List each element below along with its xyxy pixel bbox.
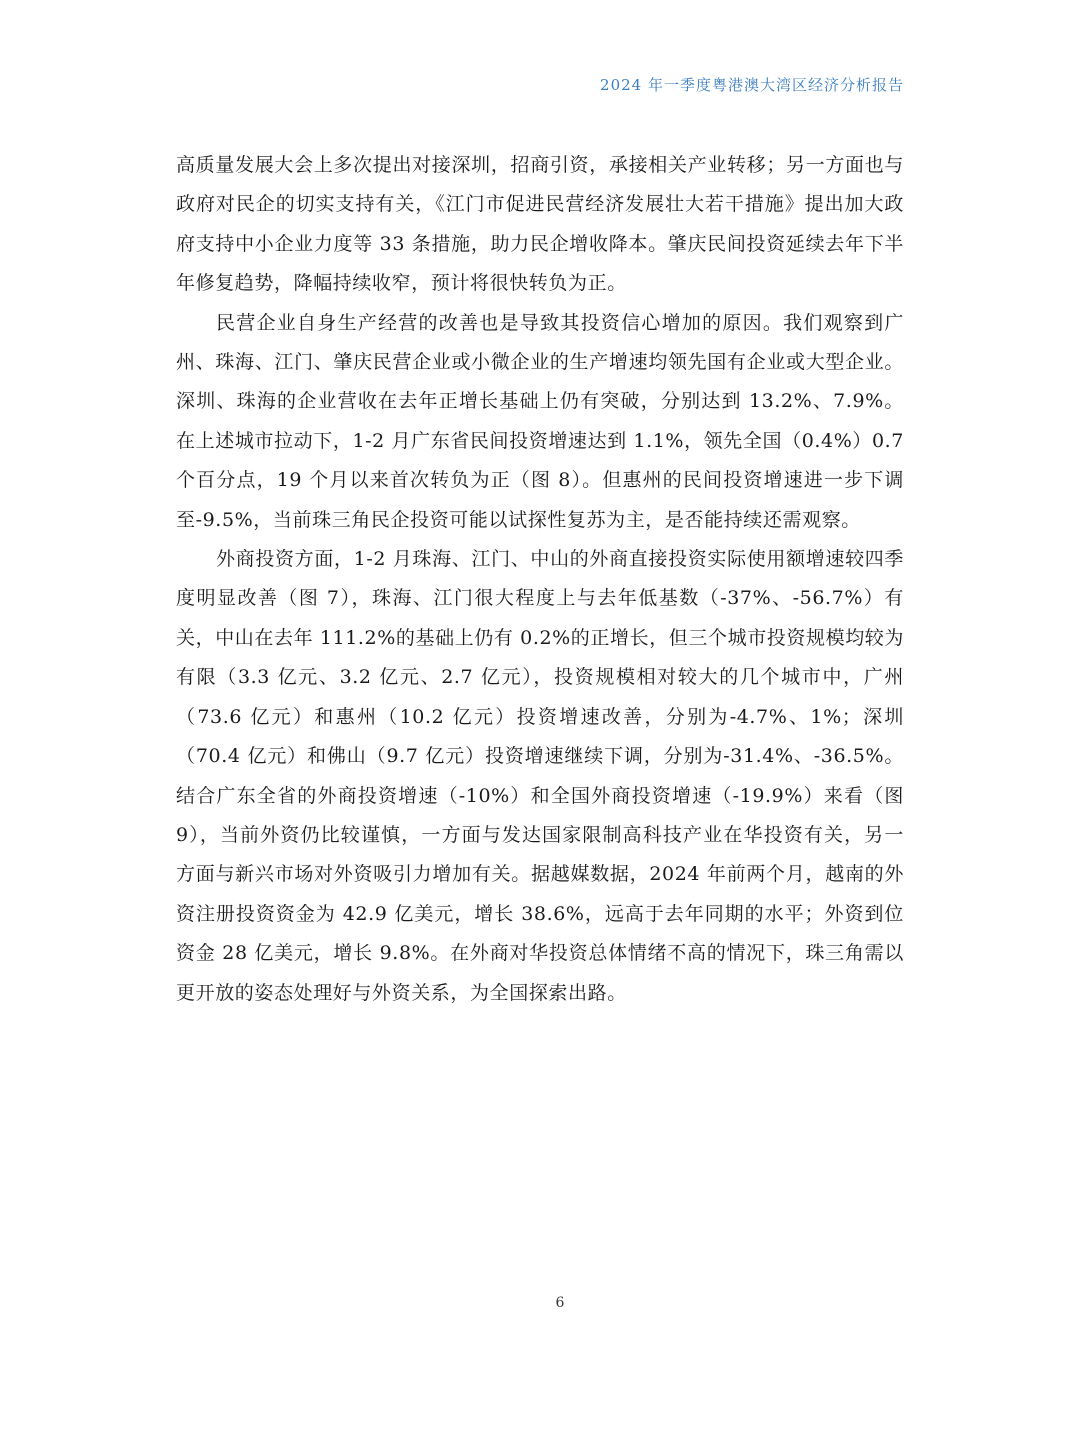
- paragraph-private-enterprise: 民营企业自身生产经营的改善也是导致其投资信心增加的原因。我们观察到广州、珠海、江门、肇庆民营企业或小微企业的生产增速均领先国有企业或大型企业。深圳、珠海的企业营收在去年正增长基础上仍有突破，分别达到 13.2%、7.9%。在上述城市拉动下，1-2 月广东省民间投资增速达到 1.1%，领先全国（0.4%）0.7 个百分点，19 个月以来首次转负为正（图 8）。但惠州的民间投资增速进一步下调至-9.5%，当前珠三角民企投资可能以试探性复苏为主，是否能持续还需观察。: [176, 311, 904, 531]
- page-number: 6: [555, 1295, 565, 1311]
- header-divider: [176, 108, 904, 109]
- paragraph-continuation: 高质量发展大会上多次提出对接深圳，招商引资，承接相关产业转移；另一方面也与政府对民企的切实支持有关，《江门市促进民营经济发展壮大若干措施》提出加大政府支持中小企业力度等 33 条措施，助力民企增收降本。肇庆民间投资延续去年下半年修复趋势，降幅持续收窄，预计将很快转负为正。: [176, 154, 904, 295]
- paragraph-foreign-investment: 外商投资方面，1-2 月珠海、江门、中山的外商直接投资实际使用额增速较四季度明显改善（图 7），珠海、江门很大程度上与去年低基数（-37%、-56.7%）有关，中山在去年 111.2%的基础上仍有 0.2%的正增长，但三个城市投资规模均较为有限（3.3 亿元、3.2 亿元、2.7 亿元），投资规模相对较大的几个城市中，广州（73.6 亿元）和惠州（10.2 亿元）投资增速改善，分别为-4.7%、1%；深圳（70.4 亿元）和佛山（9.7 亿元）投资增速继续下调，分别为-31.4%、-36.5%。结合广东全省的外商投资增速（-10%）和全国外商投资增速（-19.9%）来看（图 9），当前外资仍比较谨慎，一方面与发达国家限制高科技产业在华投资有关，另一方面与新兴市场对外资吸引力增加有关。据越媒数据，2024 年前两个月，越南的外资注册投资资金为 42.9 亿美元，增长 38.6%，远高于去年同期的水平；外资到位资金 28 亿美元，增长 9.8%。在外商对华投资总体情绪不高的情况下，珠三角需以更开放的姿态处理好与外资关系，为全国探索出路。: [176, 548, 904, 1004]
- report-header-title: 2024 年一季度粤港澳大湾区经济分析报告: [600, 76, 904, 94]
- document-body: [176, 146, 904, 1013]
